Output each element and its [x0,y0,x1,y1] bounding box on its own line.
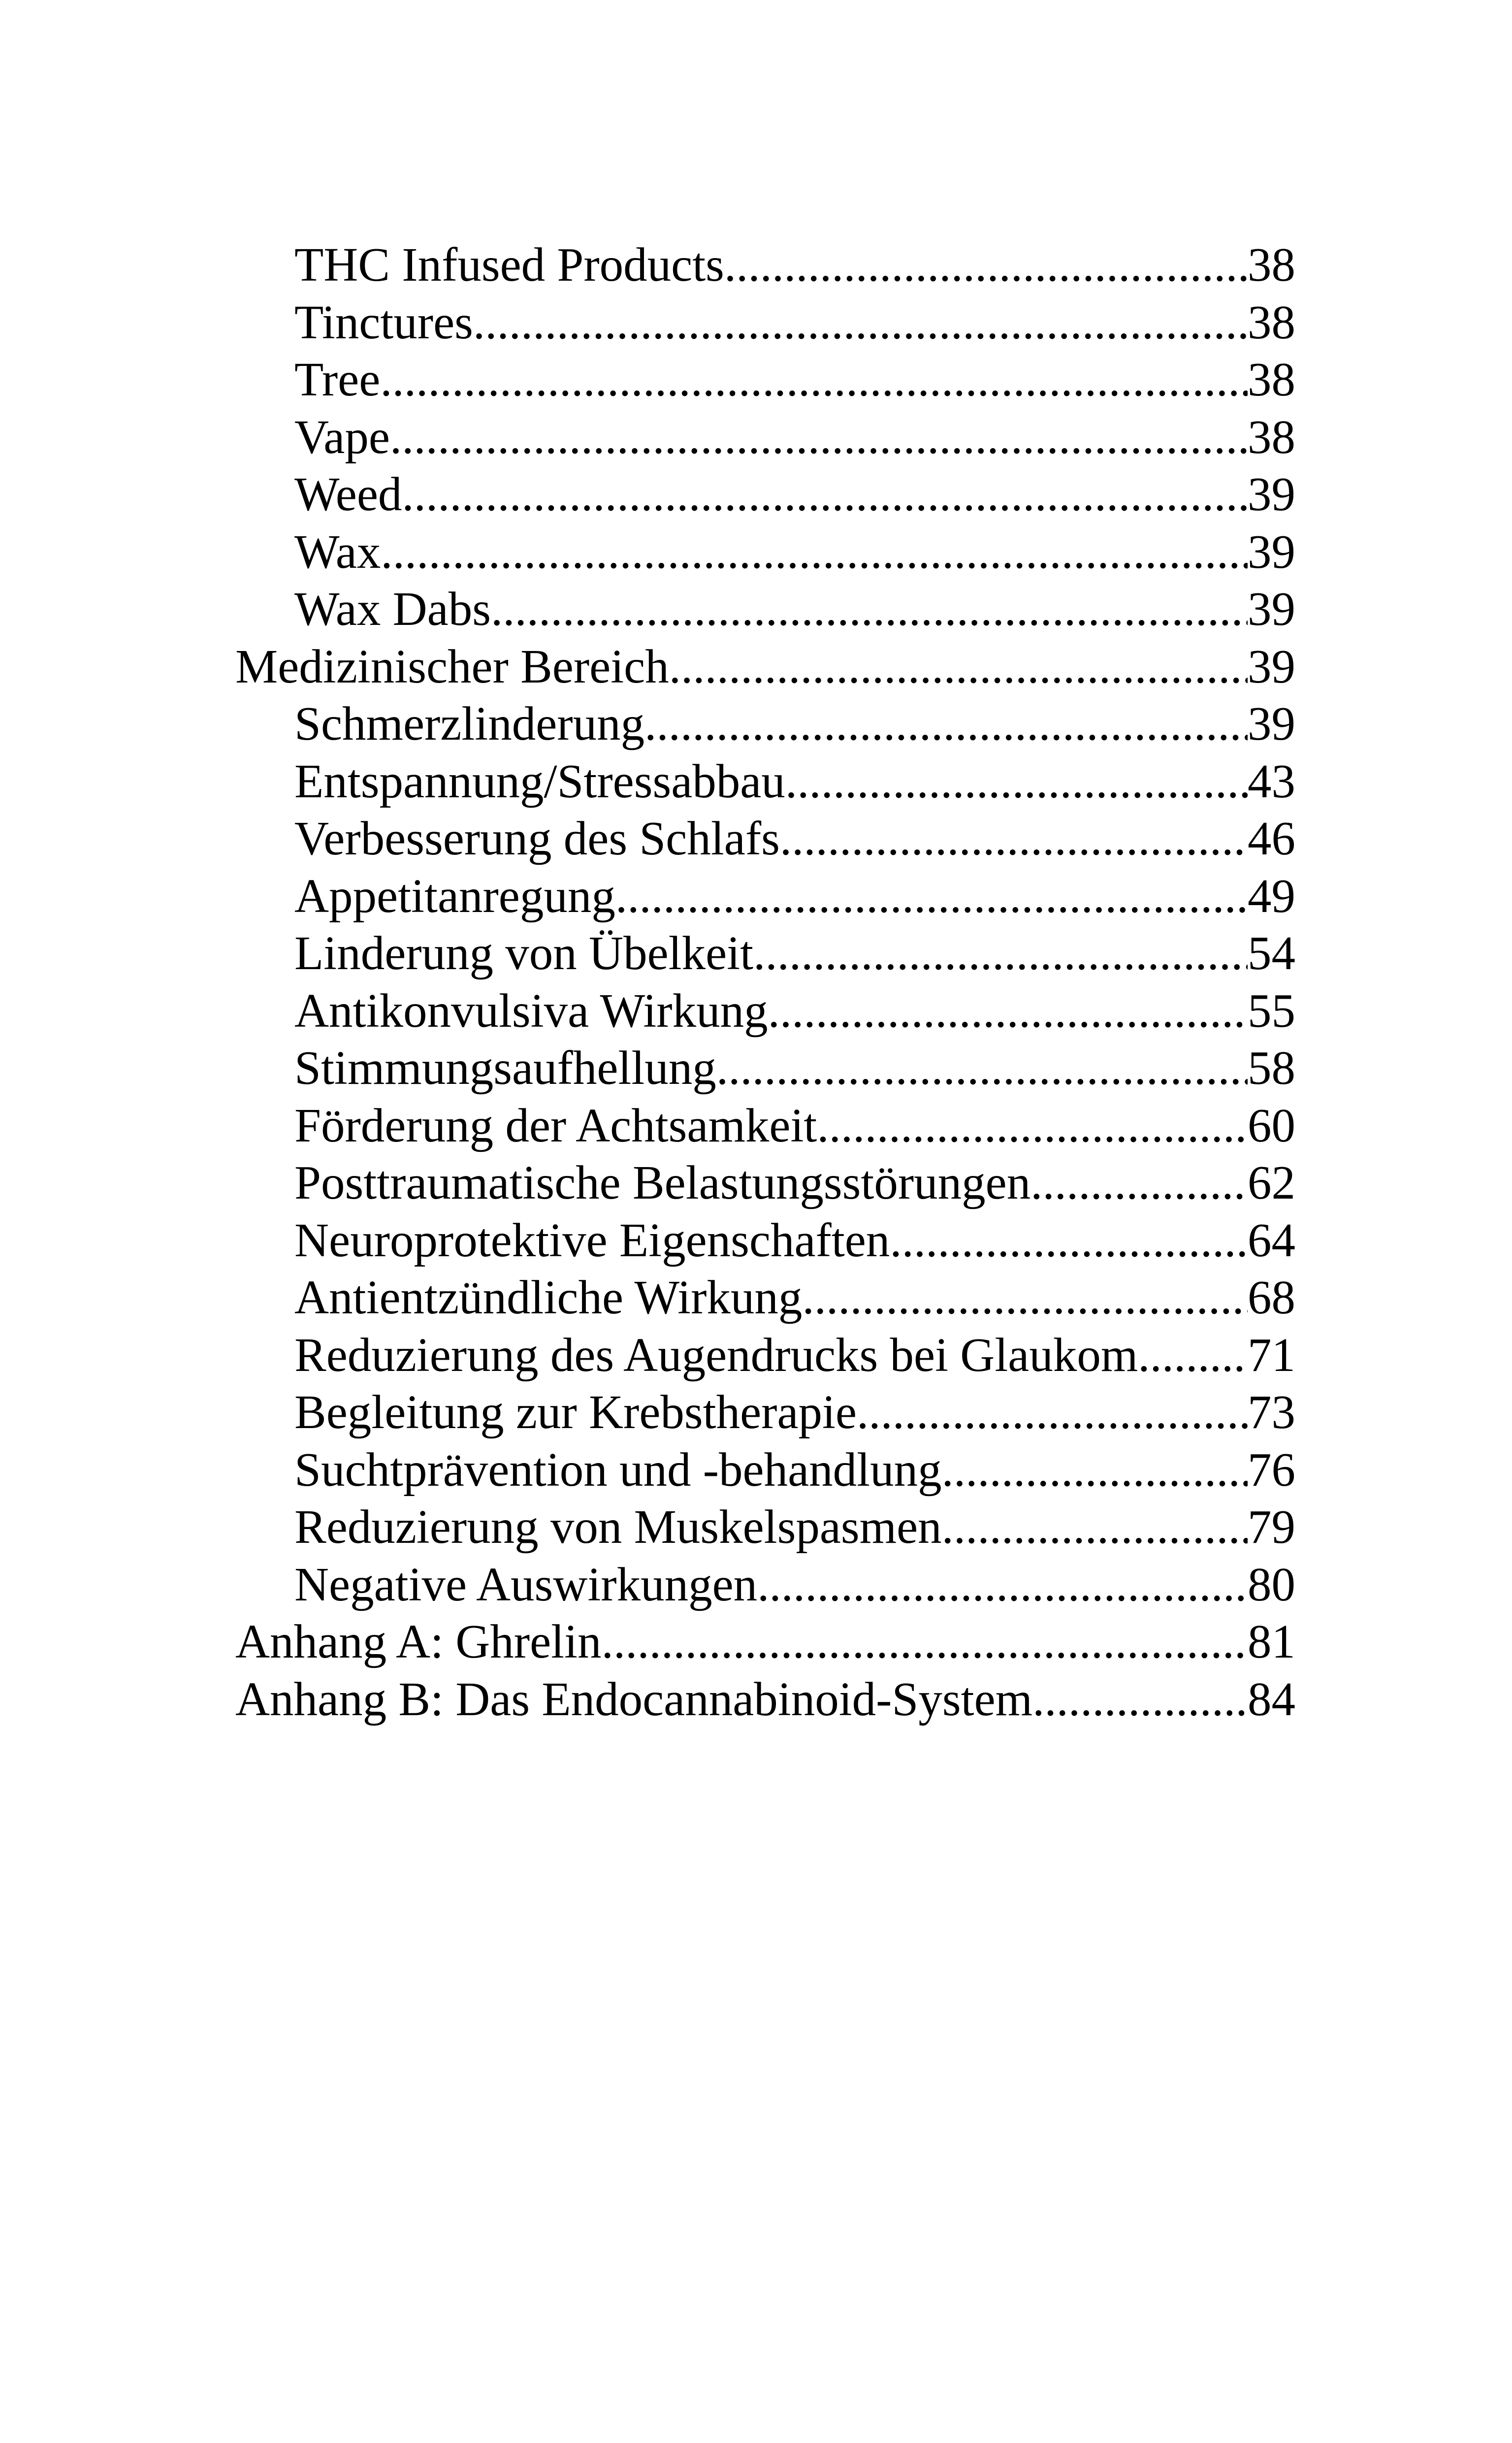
toc-dot-leader [1030,1154,1248,1212]
toc-dot-leader [780,810,1248,868]
toc-entry-title: Linderung von Übelkeit [294,927,754,979]
toc-entry-title: Suchtprävention und -behandlung [294,1443,942,1496]
toc-page-number: 39 [1248,640,1295,693]
toc-page-number: 39 [1248,697,1295,750]
toc-entry-title: Vape [294,410,390,463]
toc-entry-title: Medizinischer Bereich [235,640,669,693]
toc-entry[interactable] [235,810,1295,868]
toc-dot-leader [785,753,1248,811]
toc-dot-leader [857,1384,1248,1441]
toc-entry[interactable] [235,1556,1295,1614]
toc-dot-leader [644,695,1248,753]
toc-dot-leader [473,294,1248,352]
toc-entry-title: Antientzündliche Wirkung [294,1271,803,1324]
toc-entry[interactable] [235,466,1295,523]
toc-page-number: 38 [1248,410,1295,463]
toc-page-number: 79 [1248,1500,1295,1553]
toc-page-number: 80 [1248,1558,1295,1611]
toc-entry-title: Stimmungsaufhellung [294,1042,716,1094]
toc-page-number: 39 [1248,525,1295,578]
toc-entry-title: Reduzierung von Muskelspasmen [294,1500,942,1553]
toc-page-number: 43 [1248,754,1295,808]
toc-entry[interactable] [235,581,1295,638]
toc-entry[interactable] [235,1327,1295,1384]
toc-entry[interactable] [235,236,1295,294]
toc-page-number: 58 [1248,1042,1295,1094]
toc-page-number: 49 [1248,869,1295,922]
toc-page-number: 81 [1248,1615,1295,1668]
toc-entry-title: Begleitung zur Krebstherapie [294,1386,857,1438]
toc-entry-title: Anhang A: Ghrelin [235,1615,602,1668]
toc-entry[interactable] [235,1269,1295,1327]
toc-entry[interactable] [235,1384,1295,1441]
toc-entry-title: Posttraumatische Belastungsstörungen [294,1156,1031,1209]
toc-entry-title: Wax [294,525,381,578]
toc-dot-leader [380,351,1248,409]
toc-page-number: 62 [1248,1156,1295,1209]
toc-dot-leader [757,1556,1248,1614]
toc-entry[interactable] [235,1212,1295,1270]
toc-page-number: 71 [1248,1328,1295,1381]
toc-entry[interactable] [235,523,1295,581]
toc-entry[interactable] [235,1154,1295,1212]
toc-page-number: 39 [1248,583,1295,635]
toc-entry-title: THC Infused Products [294,238,724,291]
toc-entry[interactable] [235,409,1295,466]
toc-dot-leader [1032,1671,1248,1728]
toc-entry[interactable] [235,753,1295,811]
toc-dot-leader [390,409,1248,466]
toc-entry[interactable] [235,351,1295,409]
toc-dot-leader [381,523,1248,581]
toc-dot-leader [1138,1327,1248,1384]
toc-dot-leader [942,1498,1248,1556]
toc-dot-leader [669,638,1248,696]
toc-dot-leader [615,868,1248,925]
toc-dot-leader [716,1040,1248,1097]
toc-page-number: 38 [1248,295,1295,349]
toc-chapter-entry[interactable] [235,1613,1295,1671]
toc-page-number: 46 [1248,812,1295,865]
toc-entry[interactable] [235,1441,1295,1499]
toc-entry-title: Appetitanregung [294,869,615,922]
toc-page-number: 60 [1248,1099,1295,1152]
toc-entry-title: Negative Auswirkungen [294,1558,758,1611]
toc-entry-title: Entspannung/Stressabbau [294,754,785,808]
toc-entry-title: Tree [294,353,381,406]
toc-entry[interactable] [235,1040,1295,1097]
toc-entry-title: Förderung der Achtsamkeit [294,1099,817,1152]
toc-entry-title: Neuroprotektive Eigenschaften [294,1213,890,1267]
toc-dot-leader [942,1441,1248,1499]
toc-entry-title: Verbesserung des Schlafs [294,812,780,865]
toc-entry[interactable] [235,1498,1295,1556]
toc-page-number: 38 [1248,353,1295,406]
toc-dot-leader [890,1212,1248,1270]
toc-dot-leader [602,1613,1248,1671]
toc-dot-leader [768,982,1248,1040]
toc-page-number: 38 [1248,238,1295,291]
toc-dot-leader [724,236,1248,294]
toc-page-number: 55 [1248,984,1295,1037]
toc-page-number: 54 [1248,927,1295,979]
toc-dot-leader [817,1097,1248,1155]
toc-entry[interactable] [235,695,1295,753]
toc-entry[interactable] [235,982,1295,1040]
toc-entry[interactable] [235,868,1295,925]
toc-entry-title: Anhang B: Das Endocannabinoid-System [235,1672,1033,1726]
toc-dot-leader [491,581,1248,638]
toc-dot-leader [753,925,1248,982]
toc-dot-leader [402,466,1248,523]
toc-entry-title: Antikonvulsiva Wirkung [294,984,768,1037]
toc-page-number: 39 [1248,468,1295,521]
toc-entry-title: Reduzierung des Augendrucks bei Glaukom [294,1328,1138,1381]
toc-entry[interactable] [235,1097,1295,1155]
toc-dot-leader [802,1269,1248,1327]
toc-page-number: 84 [1248,1672,1295,1726]
toc-page-number: 64 [1248,1213,1295,1267]
toc-chapter-entry[interactable] [235,638,1295,696]
toc-page-number: 73 [1248,1386,1295,1438]
table-of-contents [235,236,1295,1728]
toc-entry-title: Schmerzlinderung [294,697,645,750]
toc-entry-title: Wax Dabs [294,583,491,635]
toc-entry[interactable] [235,294,1295,352]
toc-entry[interactable] [235,925,1295,982]
toc-entry-title: Weed [294,468,402,521]
toc-entry-title: Tinctures [294,295,473,349]
toc-page-number: 76 [1248,1443,1295,1496]
toc-chapter-entry[interactable] [235,1671,1295,1728]
toc-page-number: 68 [1248,1271,1295,1324]
